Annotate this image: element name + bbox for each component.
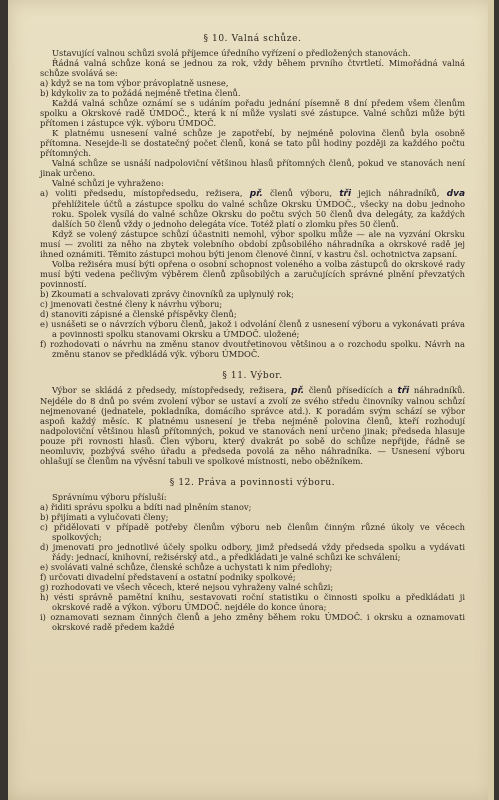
text: členů přísedících a bbox=[308, 385, 393, 395]
section-12-heading: § 12. Práva a povinnosti výboru. bbox=[169, 478, 336, 488]
document-page bbox=[8, 0, 494, 800]
list-item: e) svolávati valné schůze, členské schůze a uchystati k nim předlohy; bbox=[40, 562, 333, 572]
text: a) voliti předsedu, místopředsedu, režisera, bbox=[40, 188, 243, 198]
paragraph: Valné schůzi je vyhraženo: bbox=[52, 178, 164, 188]
handwritten-number: př. bbox=[291, 386, 305, 396]
text: jejich náhradníků, bbox=[358, 188, 440, 198]
paragraph: Správnímu výboru přísluší: bbox=[52, 492, 167, 502]
list-item: e) usnášeti se o návrzích výboru členů, jakož i odvolání členů z usnesení výboru a vykonávati práva a povinnosti spolku stanovami Okrsku a ÚMDOČ. uložené; bbox=[40, 319, 465, 339]
paragraph: Ustavující valnou schůzi svolá příjemce úředního vyřízení o předložených stanovách. bbox=[52, 48, 411, 58]
list-item bbox=[40, 188, 465, 229]
list-item: a) řiditi správu spolku a bdíti nad plněním stanov; bbox=[40, 502, 252, 512]
list-item: d) stanoviti zápisné a členské příspěvky členů; bbox=[40, 309, 237, 319]
text: přehlížitele účtů a zástupce spolku do valné schůze Okrsku ÚMDOČ., všecky na dobu jednoho roku. Spolek vysílá do valné schůze Okrsku do počtu svých 50 členů dva delegáty, za každých dalších 50 členů vždy o jednoho delegáta více. Totéž platí o zlomku přes 50 členů. bbox=[52, 199, 465, 229]
text: členů výboru, bbox=[270, 188, 333, 198]
list-item: f) rozhodovati o návrhu na změnu stanov dvoutřetinovou většinou a o rozchodu spolku. Návrh na změnu stanov se předkládá výk. výboru ÚMDOČ. bbox=[40, 339, 465, 359]
list-item: b) Zkoumati a schvalovati zprávy činovníků za uplynulý rok; bbox=[40, 289, 294, 299]
list-item: b) přijímati a vylučovati členy; bbox=[40, 512, 169, 522]
section-10-heading: § 10. Valná schůze. bbox=[203, 34, 302, 44]
text: náhradníků. Nejdéle do 8 dnů po svém zvolení výbor se ustaví a zvolí ze svého středu činovníky valnou schůzí nejmenované (jednatele, pokladníka, domácího správce atd.). K poradám svým schází se výbor aspoň každý měsíc. K platnému usnesení je třeba nejméně polovina členů, kteří rozhodují nadpoloviční většinou hlasů přítomných, pokud ve stanovách není určeno jinak; předseda hlasuje pouze při rovnosti hlasů. Člen výboru, který dvakrát po sobě do schůze nepřijde, řádně se neomluviv, pozbývá svého úřadu a předseda povolá za něho náhradníka. — Usnesení výboru ohlašují se členům na vývěsní tabuli ve spolkové místnosti, nebo oběžníkem. bbox=[40, 385, 466, 466]
paragraph: Volba režiséra musí býti opřena o osobní schopnost voleného a volba zástupců do okrskové rady musí býti vedena pečlivým výběrem členů způsobilých a zaručujících správné plnění převzatých povinností. bbox=[40, 259, 465, 289]
list-item: f) určovati divadelní představení a ostatní podniky spolkové; bbox=[40, 572, 296, 582]
page-edge bbox=[488, 0, 494, 800]
paragraph: Každá valná schůze oznámí se s udáním pořadu jednání písemně 8 dní předem všem členům spolku a Okrskové radě ÚMDOČ., která k ní může vyslati své zástupce. Valné schůzi může býti přítomen i zástupce výk. výboru ÚMDOČ. bbox=[40, 98, 465, 128]
list-item: a) když se na tom výbor právoplatně usnese, bbox=[40, 78, 229, 88]
text: Výbor se skládá z předsedy, místopředsedy, režisera, bbox=[52, 385, 287, 395]
paragraph: Řádná valná schůze koná se jednou za rok, vždy během prvního čtvrtletí. Mimořádná valná schůze svolává se: bbox=[40, 58, 465, 78]
handwritten-number: tři bbox=[397, 386, 410, 396]
list-item: c) jmenovati čestné členy k návrhu výboru; bbox=[40, 299, 223, 309]
handwritten-number: dva bbox=[446, 189, 466, 199]
document-body bbox=[40, 34, 465, 632]
list-item: g) rozhodovati ve všech věcech, které nejsou vyhraženy valné schůzi; bbox=[40, 582, 334, 592]
paragraph: Když se volený zástupce schůzí účastniti nemohl, výbor spolku může — ale na vyzvání Okrsku musí — zvoliti za něho na zbytek volebního období způsobilého náhradníka a okrskové radě jej ihned oznámiti. Těmito zástupci mohou býti jenom členové činní, v kastru čsl. ochotnictva zapsaní. bbox=[40, 229, 465, 259]
paragraph bbox=[40, 385, 465, 466]
list-item: c) přidělovati v případě potřeby členům výboru neb členům činným různé úkoly ve věcech spolkových; bbox=[40, 522, 465, 542]
list-item: i) oznamovati seznam činných členů a jeho změny během roku ÚMDOČ. i okrsku a oznamovati okrskové radě předem každé bbox=[40, 612, 465, 632]
list-item: h) vésti správně pamětní knihu, sestavovati roční statistiku o činnosti spolku a předkládati ji okrskové radě a výkon. výboru ÚMDOČ. nejdéle do konce února; bbox=[40, 592, 465, 612]
paragraph: Valná schůze se usnáší nadpoloviční většinou hlasů přítomných členů, pokud ve stanovách není jinak určeno. bbox=[40, 158, 465, 178]
paragraph: K platnému usnesení valné schůze je zapotřebí, by nejméně polovina členů byla osobně přítomna. Nesejde-li se dostatečný počet členů, koná se tato půl hodiny později za každého počtu přítomných. bbox=[40, 128, 465, 158]
handwritten-number: tři bbox=[339, 189, 352, 199]
list-item: d) jmenovati pro jednotlivé účely spolku odbory, jimž předsedá vždy předseda spolku a vydávati řády: jednací, knihovní, režisérský atd., a předkládati je valné schůzi ke schválení; bbox=[40, 542, 465, 562]
handwritten-number: př. bbox=[249, 189, 263, 199]
list-item: b) kdykoliv za to požádá nejméně třetina členů. bbox=[40, 88, 241, 98]
section-11-heading: § 11. Výbor. bbox=[222, 371, 283, 381]
